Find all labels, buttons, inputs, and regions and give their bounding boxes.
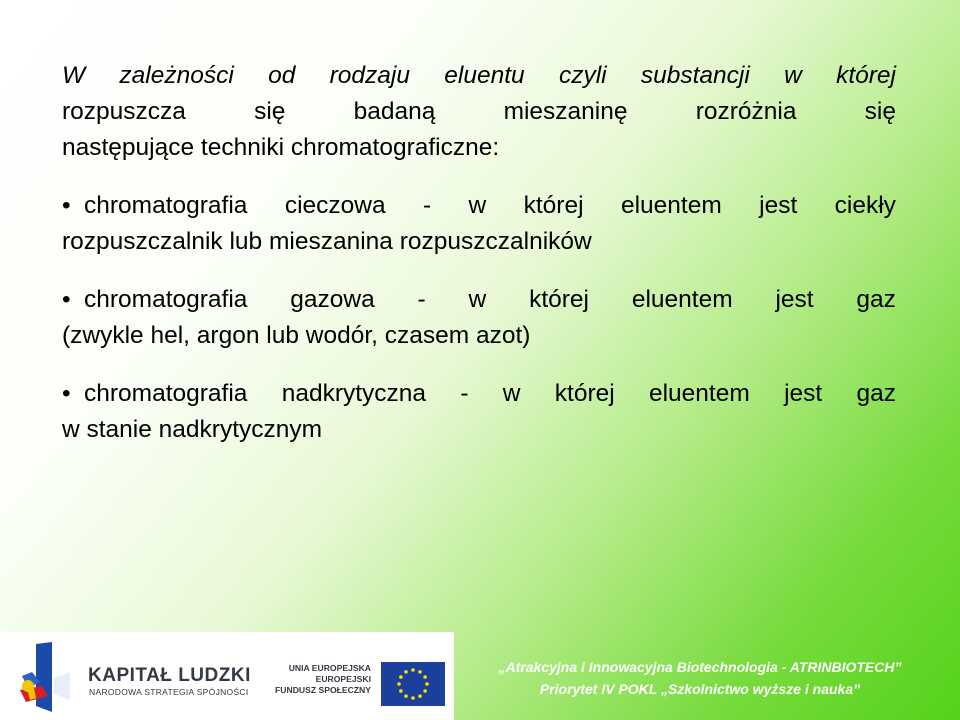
eu-line: EUROPEJSKI	[315, 674, 371, 684]
word: gazowa	[290, 286, 375, 313]
word: gaz	[856, 286, 896, 313]
word: -	[422, 192, 432, 219]
eu-flag-icon	[381, 662, 445, 706]
word: rodzaju	[329, 62, 410, 89]
eu-star-icon	[425, 682, 429, 686]
eu-star-icon	[411, 668, 415, 672]
intro-line-2	[62, 94, 896, 130]
eu-star-icon	[399, 675, 403, 679]
bullet-continuation: w stanie nadkrytycznym	[62, 416, 323, 443]
word: W	[62, 62, 86, 89]
kapital-ludzki-logo-icon	[18, 642, 74, 714]
word: czyli	[558, 62, 607, 89]
bullet-icon: •	[62, 380, 71, 407]
footer-line-1: „Atrakcyjna i Innowacyjna Biotechnologia - ATRINBIOTECH”	[498, 659, 902, 675]
footer-line-2: Priorytet IV POKL „Szkolnictwo wyższe i nauka”	[539, 681, 861, 697]
word: -	[460, 380, 469, 407]
word: której	[523, 192, 584, 219]
intro-line-3: następujące techniki chromatograficzne:	[62, 134, 500, 161]
word: mieszaninę	[503, 98, 628, 125]
word: której	[836, 62, 896, 89]
word: rozpuszcza	[62, 98, 186, 125]
eu-star-icon	[418, 694, 422, 698]
word: chromatografia	[84, 192, 248, 219]
word: której	[554, 380, 615, 407]
word: zależności	[119, 62, 234, 89]
word: badaną	[353, 98, 436, 125]
word: eluentem	[620, 192, 722, 219]
bullet-continuation: rozpuszczalnik lub mieszanina rozpuszczalników	[62, 228, 592, 255]
word: której	[529, 286, 589, 313]
word: cieczowa	[284, 192, 386, 219]
eu-line: FUNDUSZ SPOŁECZNY	[275, 685, 371, 695]
eu-line: UNIA EUROPEJSKA	[288, 663, 371, 673]
word: jest	[775, 286, 814, 313]
word: eluentem	[648, 380, 750, 407]
project-footer	[490, 656, 910, 700]
bullet-supercritical-chromatography	[62, 376, 896, 448]
eu-star-icon	[423, 689, 427, 693]
kapital-ludzki-subtitle: NARODOWA STRATEGIA SPÓJNOŚCI	[89, 687, 249, 697]
eu-star-icon	[397, 682, 401, 686]
word: gaz	[856, 380, 896, 407]
word: w	[468, 192, 487, 219]
word: jest	[784, 380, 823, 407]
kapital-ludzki-title: KAPITAŁ LUDZKI	[88, 665, 251, 686]
word: się	[864, 98, 896, 125]
word: rozróżnia	[695, 98, 797, 125]
word: -	[417, 286, 426, 313]
eu-star-icon	[399, 689, 403, 693]
eu-star-icon	[404, 670, 408, 674]
word: eluentem	[631, 286, 733, 313]
bullet-liquid-chromatography	[62, 188, 896, 260]
word: jest	[759, 192, 798, 219]
word: chromatografia	[84, 286, 248, 313]
word: chromatografia	[84, 380, 248, 407]
slide-content	[62, 58, 896, 448]
bullet-gas-chromatography	[62, 282, 896, 354]
eu-star-icon	[411, 696, 415, 700]
bullet-icon: •	[62, 286, 71, 313]
word: eluentu	[444, 62, 525, 89]
sponsor-logos-panel	[0, 632, 454, 720]
eu-star-icon	[404, 694, 408, 698]
eu-star-icon	[418, 670, 422, 674]
eu-fund-text	[253, 663, 371, 696]
word: od	[268, 62, 296, 89]
word: się	[254, 98, 286, 125]
word: w	[784, 62, 802, 89]
bullet-continuation: (zwykle hel, argon lub wodór, czasem azot)	[62, 322, 531, 349]
word: ciekły	[834, 192, 896, 219]
intro-line-1	[62, 58, 896, 94]
word: nadkrytyczna	[281, 380, 427, 407]
eu-star-icon	[423, 675, 427, 679]
word: w	[468, 286, 487, 313]
bullet-icon: •	[62, 192, 71, 219]
word: w	[502, 380, 521, 407]
word: substancji	[640, 62, 750, 89]
